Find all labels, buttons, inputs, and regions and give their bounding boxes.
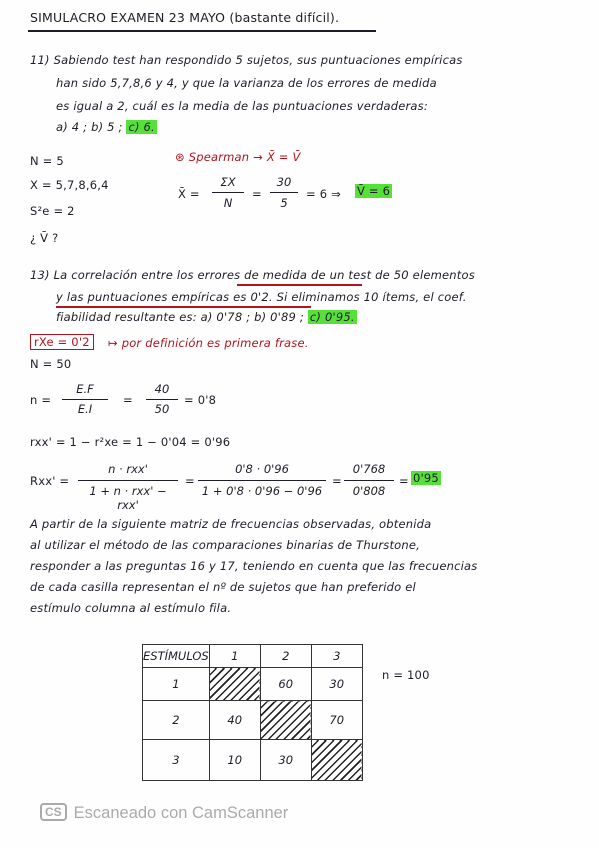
n-ratio-num: E.F bbox=[76, 382, 94, 396]
q13-line3-text: fiabilidad resultante es: a) 0'78 ; b) 0'89 ; bbox=[56, 310, 305, 324]
matrix-cell: 70 bbox=[311, 701, 362, 740]
title-underline bbox=[28, 30, 376, 32]
q13-underline-1 bbox=[237, 284, 362, 286]
matrix-header-col2: 2 bbox=[260, 645, 311, 668]
thurstone-line3: responder a las preguntas 16 y 17, teniendo en cuenta que las frecuencias bbox=[30, 559, 478, 573]
q11-answer-highlight: c) 6. bbox=[128, 120, 155, 134]
q11-line3: es igual a 2, cuál es la media de las puntuaciones verdaderas: bbox=[56, 99, 428, 113]
matrix-row-label: 1 bbox=[143, 668, 210, 701]
eq1: = bbox=[252, 187, 262, 201]
R-num: n · rxx' bbox=[108, 462, 148, 476]
q11-options bbox=[56, 120, 157, 134]
definition-note: ↦ por definición es primera frase. bbox=[108, 336, 309, 350]
q11-result-highlight: V̄ = 6 bbox=[357, 184, 391, 198]
matrix-row-2 bbox=[143, 701, 363, 740]
R-bar bbox=[78, 480, 178, 481]
n-ratio-den2: 50 bbox=[154, 402, 170, 416]
frac1-bar bbox=[212, 192, 244, 193]
R-eq3: = bbox=[399, 474, 409, 488]
matrix-row-label: 2 bbox=[143, 701, 210, 740]
camscanner-logo-icon: CS bbox=[40, 803, 67, 821]
xbar-label: X̄ = bbox=[178, 187, 200, 201]
matrix-diagonal-cell bbox=[260, 701, 311, 740]
frac1-den: N bbox=[223, 196, 233, 210]
R-result-highlight: 0'95 bbox=[413, 471, 439, 485]
q13-underline-2 bbox=[56, 306, 311, 308]
matrix-cell: 10 bbox=[209, 740, 260, 781]
frac2-num: 30 bbox=[276, 175, 292, 189]
matrix-row-1 bbox=[143, 668, 363, 701]
R-bar2 bbox=[198, 480, 326, 481]
n-ratio-result: = 0'8 bbox=[184, 393, 217, 407]
sample-size-note: n = 100 bbox=[382, 668, 430, 682]
n-fifty: N = 50 bbox=[30, 357, 72, 371]
R-den3: 0'808 bbox=[352, 484, 386, 498]
matrix-cell: 30 bbox=[311, 668, 362, 701]
thurstone-line4: de cada casilla representan el nº de sujetos que han preferido el bbox=[30, 580, 416, 594]
matrix-cell: 40 bbox=[209, 701, 260, 740]
q11-data-question: ¿ V̄ ? bbox=[30, 231, 59, 245]
matrix-row-label: 3 bbox=[143, 740, 210, 781]
frac2-bar bbox=[270, 192, 298, 193]
matrix-diagonal-cell bbox=[209, 668, 260, 701]
q11-data-x: X = 5,7,8,6,4 bbox=[30, 178, 109, 192]
thurstone-line2: al utilizar el método de las comparaciones binarias de Thurstone, bbox=[30, 538, 421, 552]
R-eq1: = bbox=[185, 474, 195, 488]
eq2: = 6 ⇒ bbox=[306, 187, 341, 201]
q13-line3 bbox=[56, 310, 357, 324]
q11-options-text: a) 4 ; b) 5 ; bbox=[56, 120, 123, 134]
R-num3: 0'768 bbox=[352, 462, 386, 476]
matrix-header-col3: 3 bbox=[311, 645, 362, 668]
n-ratio-eq: = bbox=[123, 393, 133, 407]
matrix-header-label: ESTÍMULOS bbox=[143, 645, 210, 668]
thurstone-line1: A partir de la siguiente matriz de frecuencias observadas, obtenida bbox=[30, 517, 432, 531]
n-ratio-bar bbox=[62, 399, 108, 400]
R-den2: 1 + 0'8 · 0'96 − 0'96 bbox=[201, 484, 323, 498]
thurstone-line5: estímulo columna al estímulo fila. bbox=[30, 601, 232, 615]
q11-line1: 11) Sabiendo test han respondido 5 sujetos, sus puntuaciones empíricas bbox=[30, 53, 463, 67]
matrix-cell: 30 bbox=[260, 740, 311, 781]
matrix-row-3 bbox=[143, 740, 363, 781]
R-den: 1 + n · rxx' − rxx' bbox=[89, 484, 167, 512]
n-ratio-lhs: n = bbox=[30, 393, 52, 407]
q13-line2: y las puntuaciones empíricas es 0'2. Si eliminamos 10 ítems, el coef. bbox=[56, 290, 467, 304]
q11-data-n: N = 5 bbox=[30, 154, 64, 168]
R-lhs: Rxx' = bbox=[30, 474, 70, 488]
q11-data-se: S²e = 2 bbox=[30, 204, 75, 218]
frac1-num: ΣX bbox=[220, 175, 236, 189]
n-ratio-num2: 40 bbox=[154, 382, 170, 396]
matrix-cell: 60 bbox=[260, 668, 311, 701]
spearman-note: ⊛ Spearman → X̄ = V̄ bbox=[175, 150, 301, 164]
R-bar3 bbox=[344, 480, 394, 481]
frac2-den: 5 bbox=[280, 196, 288, 210]
n-ratio-den: E.I bbox=[77, 402, 93, 416]
q13-line1: 13) La correlación entre los errores de medida de un test de 50 elementos bbox=[30, 268, 475, 282]
matrix-header-col1: 1 bbox=[209, 645, 260, 668]
R-eq2: = bbox=[332, 474, 342, 488]
camscanner-text: Escaneado con CamScanner bbox=[73, 804, 289, 822]
frequency-matrix bbox=[142, 644, 363, 781]
rxe-box: rXe = 0'2 bbox=[30, 334, 94, 350]
n-ratio-bar2 bbox=[146, 399, 178, 400]
rxx-formula: rxx' = 1 − r²xe = 1 − 0'04 = 0'96 bbox=[30, 435, 231, 449]
matrix-diagonal-cell bbox=[311, 740, 362, 781]
camscanner-footer bbox=[40, 803, 288, 823]
page-title: SIMULACRO EXAMEN 23 MAYO (bastante difícil). bbox=[30, 10, 340, 25]
matrix-header-row bbox=[143, 645, 363, 668]
q13-answer-highlight: c) 0'95. bbox=[309, 310, 355, 324]
R-num2: 0'8 · 0'96 bbox=[235, 462, 289, 476]
q11-line2: han sido 5,7,8,6 y 4, y que la varianza de los errores de medida bbox=[56, 76, 437, 90]
